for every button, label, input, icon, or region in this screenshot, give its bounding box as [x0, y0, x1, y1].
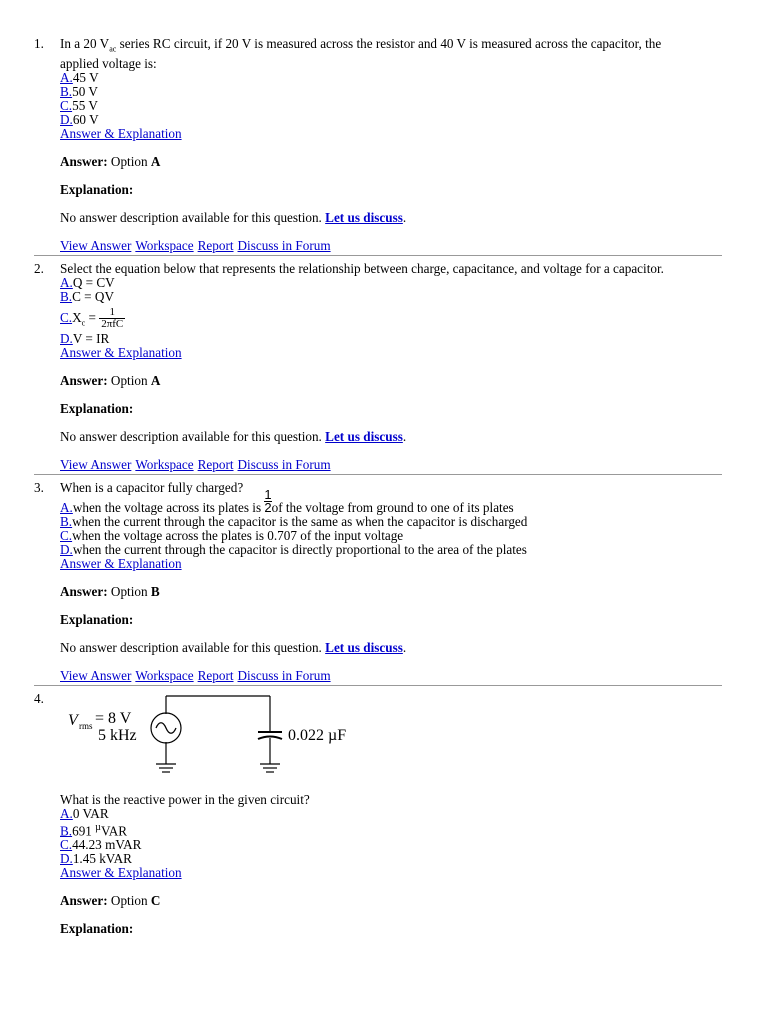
- report-link[interactable]: Report: [197, 237, 234, 253]
- answer-option: C: [150, 893, 161, 909]
- report-link[interactable]: Report: [197, 456, 234, 472]
- option-letter-link[interactable]: D.: [60, 851, 73, 867]
- sine-wave-icon: [156, 722, 176, 733]
- fraction-numerator: 1: [264, 487, 272, 503]
- option-letter-link[interactable]: C.: [60, 97, 73, 113]
- footer-links: [60, 458, 700, 472]
- question-text-part: series RC circuit, if 20 V is measured across the resistor and 40 V is measured across the capacitor, the applied voltage is:: [60, 36, 662, 71]
- option-d[interactable]: [60, 113, 700, 127]
- ground-icon: [260, 764, 280, 772]
- question-text: Select the equation below that represents the relationship between charge, capacitance, and voltage for a capacitor.: [60, 260, 664, 276]
- option-text: 45 V: [72, 69, 99, 85]
- answer-explanation-link[interactable]: Answer & Explanation: [60, 865, 182, 881]
- question-number: 4.: [34, 690, 44, 706]
- option-text: 1.45 kVAR: [72, 851, 132, 867]
- voltage-subscript: rms: [79, 720, 93, 731]
- option-text: 50 V: [72, 83, 98, 99]
- divider: [34, 255, 722, 256]
- answer-option-word: Option: [110, 893, 148, 909]
- answer-line: [60, 585, 700, 599]
- period: .: [402, 209, 407, 225]
- option-text: Q = CV: [72, 274, 115, 290]
- answer-label: Answer:: [60, 893, 108, 909]
- option-letter-link[interactable]: B.: [60, 513, 73, 529]
- answer-option: B: [150, 583, 160, 599]
- frequency-value: 5 kHz: [98, 726, 137, 744]
- option-letter-link[interactable]: A.: [60, 274, 73, 290]
- fraction-numerator: 1: [109, 306, 115, 319]
- option-c[interactable]: [60, 529, 700, 543]
- ground-icon: [156, 764, 176, 772]
- option-text: V = IR: [72, 330, 110, 346]
- view-answer-link[interactable]: View Answer: [60, 456, 132, 472]
- divider: [34, 474, 722, 475]
- option-a[interactable]: [60, 276, 700, 290]
- explanation-text: [60, 641, 700, 655]
- answer-line: [60, 894, 700, 908]
- option-d[interactable]: [60, 543, 700, 557]
- view-answer-link[interactable]: View Answer: [60, 237, 132, 253]
- discuss-forum-link[interactable]: Discuss in Forum: [237, 237, 331, 253]
- question-text: [60, 37, 700, 71]
- question-text-subscript: ac: [109, 44, 117, 54]
- option-subscript: c: [81, 318, 86, 328]
- option-letter-link[interactable]: D.: [60, 330, 73, 346]
- option-equals: =: [85, 309, 96, 325]
- option-a[interactable]: [60, 71, 700, 85]
- workspace-link[interactable]: Workspace: [135, 456, 194, 472]
- option-b[interactable]: [60, 290, 700, 304]
- explanation-text: [60, 430, 700, 444]
- discuss-link[interactable]: Let us discuss: [325, 428, 403, 444]
- option-b[interactable]: [60, 515, 700, 529]
- option-d[interactable]: [60, 332, 700, 346]
- capacitance-value: 0.022 µF: [288, 726, 347, 744]
- option-c[interactable]: [60, 838, 700, 852]
- answer-option-word: Option: [110, 372, 148, 388]
- option-letter-link[interactable]: A.: [60, 499, 73, 515]
- workspace-link[interactable]: Workspace: [135, 237, 194, 253]
- answer-label: Answer:: [60, 153, 108, 169]
- answer-line: [60, 155, 700, 169]
- option-text: when the voltage across the plates is 0.707 of the input voltage: [72, 527, 404, 543]
- question-number: 2.: [34, 260, 44, 276]
- option-letter-link[interactable]: C.: [60, 527, 73, 543]
- answer-option-word: Option: [110, 583, 148, 599]
- explanation-body: No answer description available for this question.: [60, 639, 322, 655]
- option-text: of the voltage from ground to one of its plates: [271, 499, 514, 515]
- option-c[interactable]: [60, 304, 700, 332]
- footer-links: [60, 239, 700, 253]
- question-4: [0, 692, 700, 936]
- option-a[interactable]: [60, 807, 700, 821]
- option-letter-link[interactable]: B.: [60, 288, 73, 304]
- discuss-link[interactable]: Let us discuss: [325, 209, 403, 225]
- explanation-body: No answer description available for this question.: [60, 428, 322, 444]
- answer-explanation-link[interactable]: Answer & Explanation: [60, 344, 182, 360]
- option-text: 0 VAR: [72, 805, 109, 821]
- answer-label: Answer:: [60, 583, 108, 599]
- option-text: when the voltage across its plates is: [72, 499, 265, 515]
- option-b[interactable]: [60, 85, 700, 99]
- discuss-forum-link[interactable]: Discuss in Forum: [237, 667, 331, 683]
- explanation-label: Explanation:: [60, 611, 134, 627]
- question-1: [0, 37, 700, 253]
- option-text: X: [72, 309, 82, 325]
- answer-option: A: [150, 153, 161, 169]
- option-text: 691: [72, 823, 96, 839]
- answer-label: Answer:: [60, 372, 108, 388]
- voltage-value: = 8 V: [95, 709, 132, 727]
- question-text: What is the reactive power in the given circuit?: [60, 791, 310, 807]
- view-answer-link[interactable]: View Answer: [60, 667, 132, 683]
- report-link[interactable]: Report: [197, 667, 234, 683]
- circuit-diagram: [64, 692, 700, 785]
- question-number: 3.: [34, 479, 44, 495]
- option-text: 60 V: [72, 111, 99, 127]
- option-letter-link[interactable]: C.: [60, 309, 73, 325]
- option-c[interactable]: [60, 99, 700, 113]
- answer-explanation-link[interactable]: Answer & Explanation: [60, 125, 182, 141]
- option-letter-link[interactable]: D.: [60, 111, 73, 127]
- answer-option-word: Option: [110, 153, 148, 169]
- explanation-label: Explanation:: [60, 181, 134, 197]
- fraction-denominator: 2πfC: [101, 318, 124, 331]
- answer-explanation-link[interactable]: Answer & Explanation: [60, 555, 182, 571]
- option-text: when the current through the capacitor is directly proportional to the area of the plates: [72, 541, 527, 557]
- period: .: [402, 428, 407, 444]
- workspace-link[interactable]: Workspace: [135, 667, 194, 683]
- option-letter-link[interactable]: B.: [60, 823, 73, 839]
- discuss-link[interactable]: Let us discuss: [325, 639, 403, 655]
- explanation-text: [60, 211, 700, 225]
- option-d[interactable]: [60, 852, 700, 866]
- fraction: [99, 307, 125, 330]
- question-text: When is a capacitor fully charged?: [60, 479, 244, 495]
- explanation-label: Explanation:: [60, 921, 134, 937]
- footer-links: [60, 669, 700, 683]
- option-text: when the current through the capacitor is the same as when the capacitor is discharged: [72, 513, 528, 529]
- mu-symbol: µ: [95, 821, 101, 833]
- explanation-body: No answer description available for this question.: [60, 209, 322, 225]
- option-letter-link[interactable]: C.: [60, 837, 73, 853]
- divider: [34, 685, 722, 686]
- option-letter-link[interactable]: D.: [60, 541, 73, 557]
- voltage-symbol: V: [68, 711, 78, 729]
- answer-line: [60, 374, 700, 388]
- option-letter-link[interactable]: B.: [60, 83, 73, 99]
- circuit-svg: [64, 692, 364, 782]
- explanation-label: Explanation:: [60, 400, 134, 416]
- option-text: C = QV: [72, 288, 114, 304]
- question-number: 1.: [34, 36, 44, 51]
- question-3: [0, 481, 700, 683]
- option-text: 55 V: [72, 97, 98, 113]
- question-text-part: In a 20 V: [60, 36, 110, 51]
- fraction-denominator: 2: [264, 500, 272, 516]
- fraction: [264, 489, 271, 514]
- option-letter-link[interactable]: A.: [60, 69, 73, 85]
- answer-option: A: [150, 372, 161, 388]
- discuss-forum-link[interactable]: Discuss in Forum: [237, 456, 331, 472]
- question-2: [0, 262, 700, 472]
- option-text: VAR: [100, 823, 128, 839]
- period: .: [402, 639, 407, 655]
- option-text: 44.23 mVAR: [72, 837, 142, 853]
- option-b[interactable]: [60, 821, 700, 838]
- option-letter-link[interactable]: A.: [60, 805, 73, 821]
